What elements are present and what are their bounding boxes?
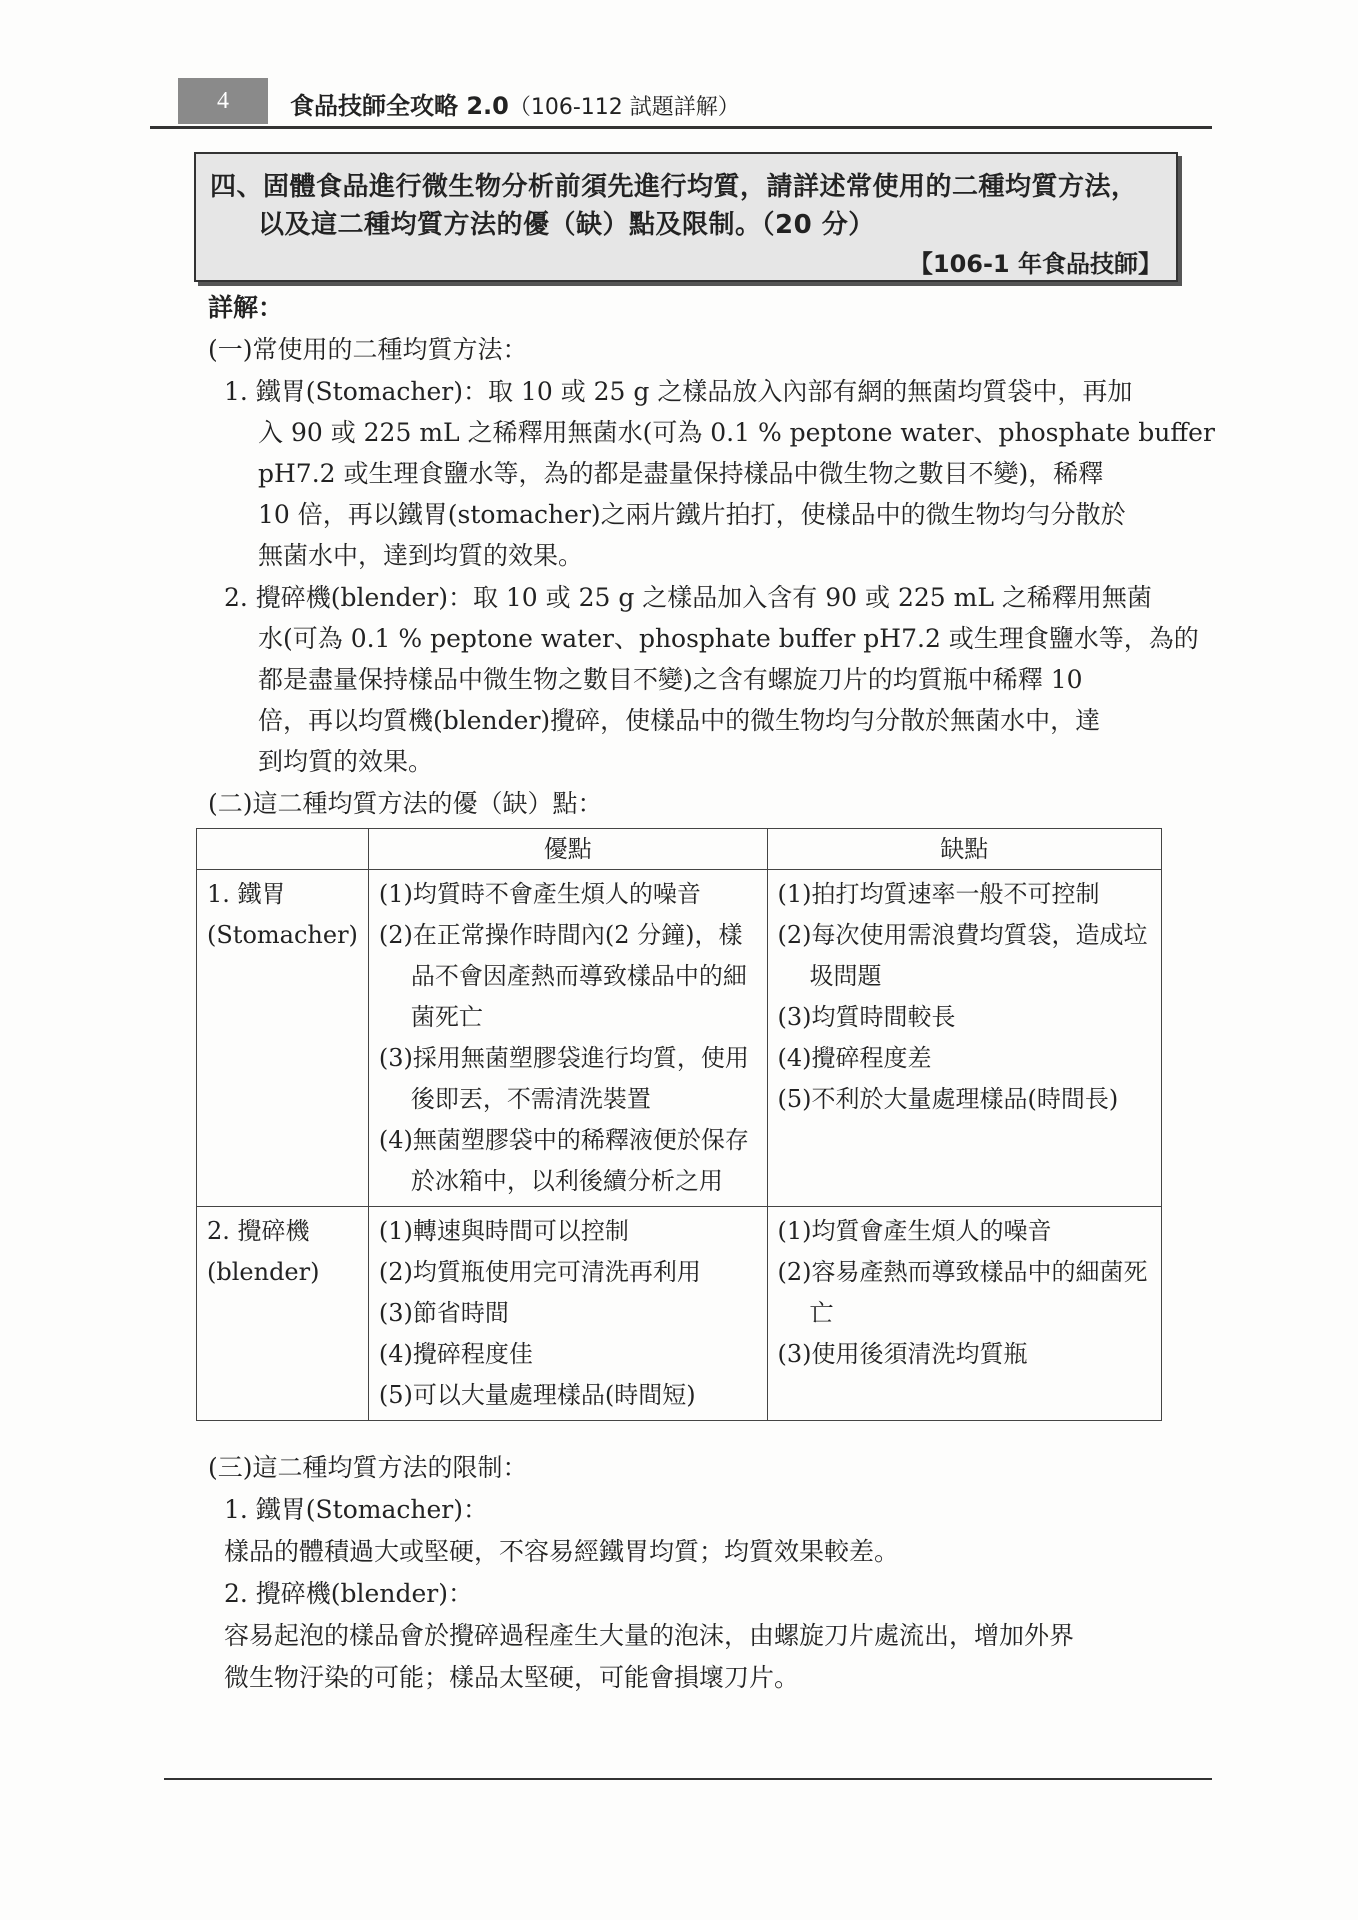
con-item: (2)每次使用需浪費均質袋，造成垃圾問題 [777,921,1148,990]
section1-item2-line3: 都是盡量保持樣品中微生物之數目不變)之含有螺旋刀片的均質瓶中稀釋 10 [258,665,1083,694]
table-header-pros: 優點 [368,829,767,870]
con-item: (1)均質會產生煩人的噪音 [777,1217,1052,1245]
section3-title: (三)這二種均質方法的限制： [208,1453,528,1482]
section1-item2-line2: 水(可為 0.1 % peptone water、phosphate buffer pH7.2 或生理食鹽水等，為的 [258,624,1199,653]
section1-item1-line2: 入 90 或 225 mL 之稀釋用無菌水(可為 0.1 % peptone water、phosphate buffer [258,418,1215,447]
table-header-cons: 缺點 [767,829,1162,870]
footer-rule [164,1778,1212,1780]
section3-item2-line2: 微生物汙染的可能；樣品太堅硬，可能會損壞刀片。 [224,1663,800,1692]
con-item: (3)均質時間較長 [777,1003,956,1031]
pro-item: (1)均質時不會產生煩人的噪音 [378,880,701,908]
section1-item1-line4: 10 倍，再以鐵胃(stomacher)之兩片鐵片拍打，使樣品中的微生物均勻分散於 [258,500,1126,529]
book-title [290,86,740,121]
method-cell [197,870,369,1207]
section1-item2-line1: 2. 攪碎機(blender)：取 10 或 25 g 之樣品加入含有 90 或 225 mL 之稀釋用無菌 [224,583,1152,612]
table-header-blank [197,829,369,870]
section3-item1-text: 樣品的體積過大或堅硬，不容易經鐵胃均質；均質效果較差。 [224,1537,900,1566]
comparison-table [196,828,1162,1421]
cons-cell [767,1207,1162,1421]
table-header-row [197,829,1162,870]
section1-item1-line1: 1. 鐵胃(Stomacher)：取 10 或 25 g 之樣品放入內部有網的無菌均質袋中，再加 [224,377,1133,406]
pro-item: (2)均質瓶使用完可清洗再利用 [378,1258,701,1286]
answer-heading: 詳解： [208,293,284,322]
con-item: (5)不利於大量處理樣品(時間長) [777,1085,1119,1113]
pros-cell [368,870,767,1207]
pro-item: (4)無菌塑膠袋中的稀釋液便於保存於冰箱中，以利後續分析之用 [378,1126,749,1195]
method-name-en: (blender) [207,1258,320,1286]
pro-item: (5)可以大量處理樣品(時間短) [378,1381,696,1409]
section3-item2-line1: 容易起泡的樣品會於攪碎過程產生大量的泡沫，由螺旋刀片處流出，增加外界 [224,1621,1075,1650]
table-row [197,870,1162,1207]
section2-title: (二)這二種均質方法的優（缺）點： [208,789,603,818]
con-item: (2)容易產熱而導致樣品中的細菌死亡 [777,1258,1148,1327]
con-item: (3)使用後須清洗均質瓶 [777,1340,1028,1368]
section1-item1-line3: pH7.2 或生理食鹽水等，為的都是盡量保持樣品中微生物之數目不變)，稀釋 [258,459,1104,488]
page-header [150,78,1212,129]
con-item: (4)攪碎程度差 [777,1044,932,1072]
book-title-sub: （106-112 試題詳解） [508,95,740,120]
book-title-main: 食品技師全攻略 2.0 [290,92,509,120]
pro-item: (2)在正常操作時間內(2 分鐘)，樣品不會因產熱而導致樣品中的細菌死亡 [378,921,747,1031]
section1-item2-line5: 到均質的效果。 [258,747,434,776]
section3-item2-title: 2. 攪碎機(blender)： [224,1579,473,1608]
question-line-2: 以及這二種均質方法的優（缺）點及限制。（20 分） [258,210,875,240]
question-source: 【106-1 年食品技師】 [908,250,1162,278]
method-name: 1. 鐵胃 [207,880,286,908]
table-row [197,1207,1162,1421]
method-name: 2. 攪碎機 [207,1217,310,1245]
section1-title: (一)常使用的二種均質方法： [208,335,528,364]
pro-item: (4)攪碎程度佳 [378,1340,533,1368]
section3-item1-title: 1. 鐵胃(Stomacher)： [224,1495,488,1524]
section1-item2-line4: 倍，再以均質機(blender)攪碎，使樣品中的微生物均勻分散於無菌水中，達 [258,706,1101,735]
method-name-en: (Stomacher) [207,921,358,949]
pro-item: (3)採用無菌塑膠袋進行均質，使用後即丟，不需清洗裝置 [378,1044,749,1113]
section1-item1-line5: 無菌水中，達到均質的效果。 [258,541,584,570]
pro-item: (1)轉速與時間可以控制 [378,1217,629,1245]
pros-cell [368,1207,767,1421]
question-box [194,152,1178,282]
cons-cell [767,870,1162,1207]
pro-item: (3)節省時間 [378,1299,509,1327]
question-line-1: 四、固體食品進行微生物分析前須先進行均質，請詳述常使用的二種均質方法， [210,172,1138,202]
method-cell [197,1207,369,1421]
con-item: (1)拍打均質速率一般不可控制 [777,880,1100,908]
page-number: 4 [178,78,268,124]
